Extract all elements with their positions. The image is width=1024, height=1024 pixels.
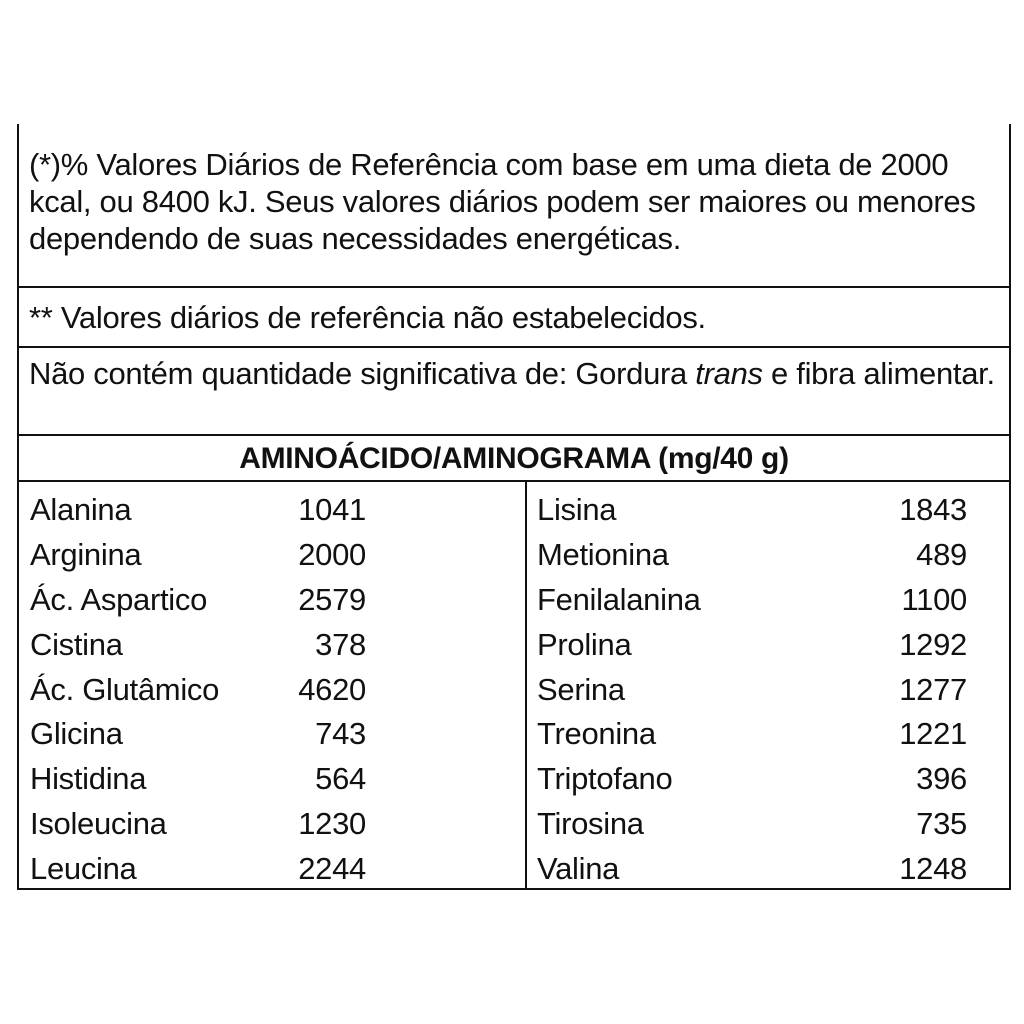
amino-name: Leucina	[30, 851, 137, 887]
divider	[19, 346, 1009, 348]
amino-value: 378	[315, 626, 366, 662]
note-text: e fibra alimentar.	[762, 356, 995, 391]
divider	[19, 480, 1009, 482]
amino-value: 396	[916, 761, 967, 797]
amino-name: Glicina	[30, 716, 123, 752]
note-text: Não contém quantidade significativa de: Gordura	[29, 356, 696, 391]
amino-value: 743	[315, 716, 366, 752]
amino-name: Tirosina	[537, 806, 644, 842]
amino-name: Histidina	[30, 761, 147, 797]
amino-name: Treonina	[537, 716, 656, 752]
amino-table-title: AMINOÁCIDO/AMINOGRAMA (mg/40 g)	[239, 442, 789, 475]
amino-row	[30, 623, 510, 668]
amino-row	[537, 757, 1007, 802]
amino-row	[537, 802, 1007, 847]
amino-value: 1230	[298, 806, 366, 842]
amino-value: 735	[916, 806, 967, 842]
amino-value: 1843	[899, 492, 967, 527]
amino-value: 2244	[298, 851, 366, 887]
not-significant-note	[19, 355, 1009, 392]
amino-row	[537, 847, 1007, 892]
amino-row	[30, 578, 510, 623]
amino-value: 489	[916, 536, 967, 572]
amino-name: Isoleucina	[30, 806, 167, 842]
amino-row	[537, 488, 1007, 533]
amino-row	[537, 533, 1007, 578]
note-italic-text: trans	[695, 356, 763, 391]
amino-name: Ác. Aspartico	[30, 581, 208, 617]
amino-row	[537, 668, 1007, 713]
amino-row	[537, 712, 1007, 757]
amino-list-left	[30, 488, 510, 892]
amino-name: Fenilalanina	[537, 581, 701, 617]
amino-name: Metionina	[537, 536, 669, 572]
divider	[19, 434, 1009, 436]
amino-row	[537, 578, 1007, 623]
amino-value: 1292	[899, 626, 967, 662]
divider	[19, 286, 1009, 288]
amino-row	[30, 847, 510, 892]
amino-value: 2579	[298, 581, 366, 617]
amino-name: Prolina	[537, 626, 632, 662]
amino-row	[30, 757, 510, 802]
amino-value: 1277	[899, 671, 967, 707]
amino-value: 1221	[899, 716, 967, 752]
amino-list-right	[537, 488, 1007, 892]
amino-row	[30, 802, 510, 847]
amino-row	[537, 623, 1007, 668]
nutrition-label	[17, 124, 1011, 890]
amino-value: 1100	[901, 581, 967, 617]
amino-name: Alanina	[30, 492, 132, 527]
amino-name: Lisina	[537, 492, 617, 527]
column-divider	[525, 480, 527, 888]
amino-name: Valina	[537, 851, 620, 887]
amino-name: Arginina	[30, 536, 142, 572]
amino-name: Cistina	[30, 626, 123, 662]
daily-values-note: (*)% Valores Diários de Referência com base em uma dieta de 2000 kcal, ou 8400 kJ. Seus valores diários podem ser maiores ou menores dependendo de suas necessidades energéticas.	[29, 147, 976, 256]
amino-name: Triptofano	[537, 761, 673, 797]
amino-row	[30, 712, 510, 757]
not-established-note: ** Valores diários de referência não estabelecidos.	[29, 300, 706, 335]
amino-row	[30, 668, 510, 713]
amino-value: 1041	[298, 492, 366, 527]
amino-name: Ác. Glutâmico	[30, 671, 220, 707]
amino-name: Serina	[537, 671, 625, 707]
amino-row	[30, 488, 510, 533]
amino-value: 1248	[899, 851, 967, 887]
amino-row	[30, 533, 510, 578]
amino-value: 2000	[298, 536, 366, 572]
amino-value: 4620	[298, 671, 366, 707]
amino-value: 564	[315, 761, 366, 797]
